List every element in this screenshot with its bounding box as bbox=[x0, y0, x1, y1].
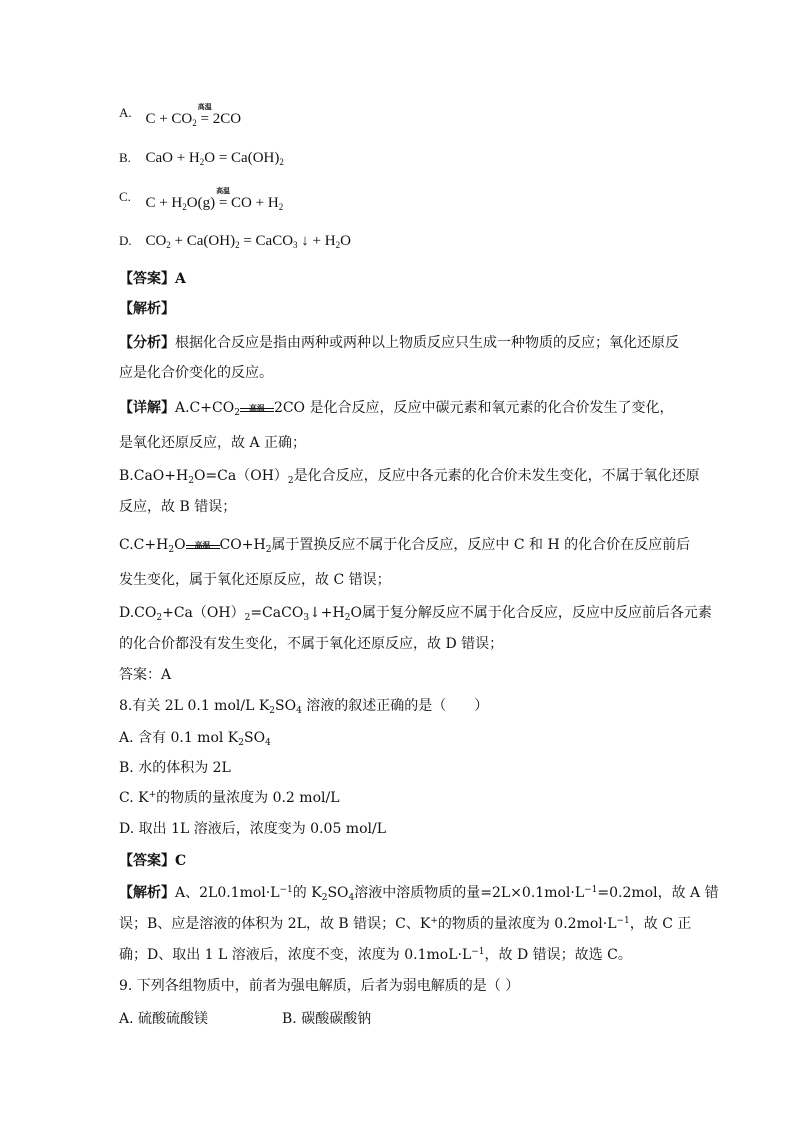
detail-label: 【详解】 bbox=[119, 400, 175, 416]
arrow-condition: 高温 bbox=[194, 540, 211, 550]
fenxi-line-1 bbox=[119, 332, 679, 354]
detail-c-text: 属于置换反应不属于化合反应，反应中 C 和 H 的化合价在反应前后 bbox=[271, 537, 691, 553]
detail-c-line-1: $C.C+H_2O$ 高温 $CO+H_2$属于置换反应不属于化合反应，反应中 C 和 H 的化合价在反应前后 bbox=[119, 534, 690, 556]
q8-analysis-text: ，故 C 正 bbox=[629, 916, 692, 932]
q9-option-b: B. 碳酸碳酸钠 bbox=[282, 1011, 372, 1027]
q9-option-a: A. 硫酸硫酸镁 bbox=[119, 1011, 209, 1027]
q8-analysis-text: =0.2mol，故 A 错 bbox=[597, 885, 719, 901]
option-c bbox=[119, 187, 284, 214]
q8-option-c: C. K+的物质的量浓度为 0.2 mol/L bbox=[119, 790, 340, 806]
option-letter: B. bbox=[119, 150, 131, 165]
equation-a: $C + CO_2$ = 高温 2CO bbox=[145, 111, 241, 127]
detail-b-text: 是化合反应，反应中各元素的化合价未发生变化，不属于氧化还原 bbox=[293, 468, 700, 484]
q8-answer-label: 【答案】C bbox=[119, 853, 187, 869]
detail-c-line-2: 发生变化，属于氧化还原反应，故 C 错误； bbox=[119, 572, 391, 588]
q8-analysis-text: 的物质的量浓度为 0.2mol·L bbox=[437, 916, 617, 932]
q8-analysis-text: 溶液中溶质物质的量=2L×0.1mol·L bbox=[354, 885, 585, 901]
q8-option-d: D. 取出 1L 溶液后，浓度变为 0.05 mol/L bbox=[119, 821, 386, 837]
detail-d-text: 属于复分解反应不属于化合反应，反应中反应前后各元素 bbox=[361, 605, 712, 621]
q8-stem-text: 8.有关 2L 0.1 mol/L K bbox=[119, 698, 270, 714]
q8-analysis-line-1: 【解析】A、$2L0.1mol\cdot L^{-1}$的 $K_2SO_4$溶液中溶质物质的量$=2L\times 0.1mol\cdot L^{-1}=0.2mol$，故 A 错 bbox=[119, 885, 719, 903]
equation-c: $C + H_2O(g)$ = 高温 CO + $H_2$ bbox=[145, 195, 283, 211]
q8-stem: 8.有关 2L 0.1 mol/L $K_2SO_4$ 溶液的叙述正确的是（ ） bbox=[119, 698, 489, 716]
option-a bbox=[119, 103, 242, 130]
option-letter: A. bbox=[119, 105, 132, 120]
q8-analysis-text: 确；D、取出 1 L 溶液后，浓度不变，浓度为 0.1moL·L bbox=[119, 947, 472, 963]
answer-label: 【答案】A bbox=[119, 271, 186, 287]
detail-b-line-1: $B.CaO+H_2O=Ca(OH)_2$是化合反应，反应中各元素的化合价未发生变化，不属于氧化还原 bbox=[119, 468, 700, 486]
detail-a-line-2: 是氧化还原反应，故 A 正确； bbox=[119, 435, 307, 451]
q8-analysis-text: 的 K bbox=[292, 885, 322, 901]
fenxi-text: 根据化合反应是指由两种或两种以上物质反应只生成一种物质的反应；氧化还原反 bbox=[175, 335, 679, 351]
option-letter: D. bbox=[119, 233, 132, 248]
q9-stem: 9. 下列各组物质中，前者为强电解质，后者为弱电解质的是（ ） bbox=[119, 978, 520, 994]
equation-d: $CO_2 + Ca(OH)_2$ = CaCO$_3$ ↓ + $H_2O$ bbox=[145, 233, 351, 250]
q8-analysis-text: ，故 D 错误；故选 C。 bbox=[484, 947, 632, 963]
detail-d-line-2: 的化合价都没有发生变化，不属于氧化还原反应，故 D 错误； bbox=[119, 636, 504, 652]
equation-b: CaO + $H_2O = Ca(OH)_2$ bbox=[145, 150, 284, 167]
reaction-arrow bbox=[240, 401, 274, 415]
detail-b-line-2: 反应，故 B 错误； bbox=[119, 499, 237, 515]
final-answer: 答案：A bbox=[119, 667, 172, 683]
condition-label: 高温 bbox=[216, 187, 231, 195]
q8-analysis-text: 误；B、应是溶液的体积为 2L，故 B 错误；C、K bbox=[119, 916, 431, 932]
option-d bbox=[119, 230, 351, 252]
q8-analysis-line-2: 误；B、应是溶液的体积为 2L，故 B 错误；C、K+的物质的量浓度为 $0.2mol\cdot L^{-1}$，故 C 正 bbox=[119, 916, 692, 932]
fenxi-label: 【分析】 bbox=[119, 335, 175, 351]
fenxi-line-2: 应是化合价变化的反应。 bbox=[119, 365, 273, 381]
condition-label: 高温 bbox=[197, 103, 212, 111]
q8-option-b: B. 水的体积为 2L bbox=[119, 760, 231, 776]
arrow-condition: 高温 bbox=[248, 403, 265, 413]
reaction-arrow bbox=[186, 538, 220, 552]
analysis-label: 【解析】 bbox=[119, 301, 175, 317]
q8-option-a: A. 含有 0.1 mol $K_2SO_4$ bbox=[119, 730, 271, 748]
detail-a-line-1: 【详解】$A.C+CO_2$ 高温 2CO 是化合反应，反应中碳元素和氧元素的化合价发生了变化， bbox=[119, 397, 673, 419]
detail-a-text: 2CO 是化合反应，反应中碳元素和氧元素的化合价发生了变化， bbox=[273, 400, 674, 416]
q8-analysis-text: A、2L0.1mol·L bbox=[175, 885, 280, 901]
q8-option-c-text-2: 的物质的量浓度为 0.2 mol/L bbox=[156, 790, 340, 806]
detail-d-line-1: $D.CO_2+Ca(OH)_2=CaCO_3↓+H_2O$属于复分解反应不属于化合反应，反应中反应前后各元素 bbox=[119, 605, 712, 623]
option-b bbox=[119, 147, 284, 169]
q8-stem-text-2: 溶液的叙述正确的是（ ） bbox=[306, 698, 489, 714]
q8-analysis-label: 【解析】 bbox=[119, 885, 175, 901]
q8-option-c-text: C. K bbox=[119, 790, 149, 806]
q8-option-a-text: A. 含有 0.1 mol K bbox=[119, 730, 239, 746]
option-letter: C. bbox=[119, 189, 131, 204]
q8-analysis-line-3: 确；D、取出 1 L 溶液后，浓度不变，浓度为 $0.1moL\cdot L^{-1}$，故 D 错误；故选 C。 bbox=[119, 947, 632, 963]
